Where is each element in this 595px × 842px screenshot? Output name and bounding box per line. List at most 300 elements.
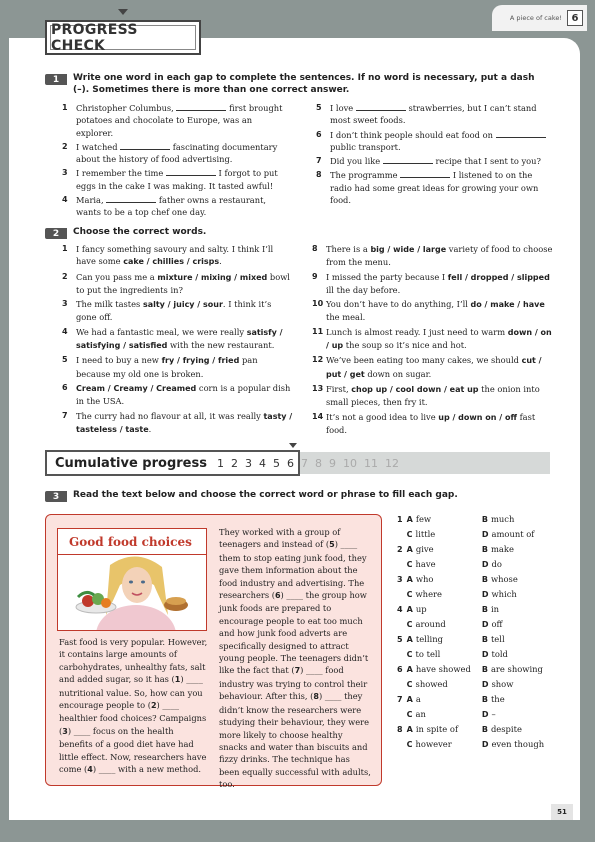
item-number: 10 <box>312 299 324 309</box>
option-letter: B <box>481 725 488 734</box>
exercise-1-left-items <box>62 102 290 221</box>
word-choices[interactable]: cake / chillies / crisps <box>123 257 220 267</box>
option-letter: A <box>406 635 413 644</box>
answer-options <box>397 512 557 752</box>
item-text-before: I need to buy a new <box>76 355 162 366</box>
item-number: 9 <box>312 271 318 281</box>
option-b-text: tell <box>490 634 505 644</box>
item-number: 7 <box>62 410 68 420</box>
option-letter: D <box>481 560 489 569</box>
item-number: 8 <box>316 170 322 180</box>
option-row <box>397 737 557 752</box>
exercise-2-item <box>62 410 294 437</box>
unit-progress-number: 7 <box>300 456 308 470</box>
option-question-number: 4 <box>397 605 403 614</box>
option-letter: B <box>481 545 488 554</box>
option-spacer <box>397 617 407 632</box>
item-text-after: the soup so it’s nice and hot. <box>343 340 467 351</box>
option-spacer <box>397 557 407 572</box>
item-text <box>76 102 290 139</box>
option-b[interactable] <box>482 662 557 677</box>
option-b-text: in <box>490 604 500 614</box>
option-d[interactable] <box>482 617 557 632</box>
item-text-after: down on sugar. <box>364 368 432 379</box>
option-row <box>397 677 557 692</box>
answer-gap-input[interactable] <box>120 142 170 150</box>
answer-gap-input[interactable] <box>106 195 156 203</box>
option-c[interactable] <box>407 647 482 662</box>
option-a-text: up <box>415 604 427 614</box>
option-letter: C <box>406 620 413 629</box>
item-text-before: I remember the time <box>76 168 166 179</box>
unit-progress-number: 3 <box>244 456 252 470</box>
item-text <box>326 271 556 297</box>
exercise-2-item <box>312 354 556 381</box>
option-b-text: are showing <box>490 664 543 674</box>
item-number: 6 <box>62 382 68 392</box>
option-row <box>397 632 557 647</box>
exercise-2-item <box>312 326 556 353</box>
item-text-after: with the new restaurant. <box>167 340 275 351</box>
word-choices[interactable]: tasty / tasteless / taste <box>76 411 293 434</box>
word-choices[interactable]: Cream / Creamy / Creamed <box>76 383 197 393</box>
item-text-before: I fancy something savoury and salty. I think I’ll have some <box>76 244 274 267</box>
exercise-2-instruction: Choose the correct words. <box>73 227 207 237</box>
unit-number: 6 <box>567 10 583 26</box>
word-choices[interactable]: down / on / up <box>326 327 552 351</box>
item-text <box>326 326 556 353</box>
unit-progress-number: 8 <box>314 456 322 470</box>
item-text-after: strawberries, but I can’t stand most sweet foods. <box>330 103 537 126</box>
option-letter: D <box>481 680 489 689</box>
item-text-after: . I think it’s gone off. <box>76 299 272 323</box>
item-text-after: bowl to put the ingredients in? <box>76 271 290 295</box>
option-letter: C <box>406 710 413 719</box>
item-text-after: ill the day before. <box>326 284 401 295</box>
option-a[interactable] <box>407 692 482 707</box>
word-choices[interactable]: salty / juicy / sour <box>142 300 223 310</box>
article-text: Fast food is very popular. However, it contains large amounts of carbohydrates, unhealthy fats, salt and added sugar, so it has ( <box>59 637 208 685</box>
item-number: 3 <box>62 299 68 309</box>
option-letter: A <box>406 605 413 614</box>
item-text-before: I watched <box>76 141 121 152</box>
item-text <box>76 382 294 408</box>
item-text <box>76 354 294 380</box>
option-question-number: 6 <box>397 665 403 674</box>
word-choices[interactable]: big / wide / large <box>370 245 447 254</box>
answer-gap-input[interactable] <box>356 103 406 111</box>
item-text-before: The programme <box>330 170 401 181</box>
option-row <box>397 587 557 602</box>
article-text: ) ____ food industry was trying to control their behaviour. After this, ( <box>219 665 368 702</box>
option-c-text: an <box>415 709 426 719</box>
option-spacer <box>397 737 407 752</box>
option-b[interactable] <box>482 602 557 617</box>
option-d[interactable] <box>482 677 557 692</box>
option-row <box>397 602 557 617</box>
option-row <box>397 512 557 527</box>
unit-progress-number: 6 <box>286 456 294 470</box>
item-text <box>76 167 290 192</box>
option-b[interactable] <box>482 722 557 737</box>
unit-progress-number: 4 <box>258 456 266 470</box>
answer-gap-input[interactable] <box>166 168 216 176</box>
option-spacer <box>397 527 407 542</box>
option-a-text: have showed <box>415 664 471 674</box>
option-c-text: have <box>415 559 436 569</box>
option-letter: A <box>406 725 413 734</box>
gap-number: 4 <box>87 765 93 775</box>
word-choices[interactable]: fry / frying / fried <box>161 356 240 366</box>
option-letter: C <box>406 590 413 599</box>
item-number: 11 <box>312 326 324 336</box>
exercise-3-instruction: Read the text below and choose the correct word or phrase to fill each gap. <box>73 490 458 500</box>
option-letter: A <box>406 695 413 704</box>
option-row <box>397 662 557 677</box>
article-text: ) ____ nutritional value. So, how can you encourage people to ( <box>59 674 203 711</box>
exercise-2-right-items <box>312 243 556 438</box>
option-row <box>397 617 557 632</box>
item-text-before: I love <box>330 103 356 113</box>
option-letter: C <box>406 530 413 539</box>
item-text-before: Did you like <box>330 156 383 167</box>
word-choices[interactable]: mixture / mixing / mixed <box>157 272 268 282</box>
article-text: ) ____ focus on the health benefits of a good diet have had little effect. Now, researchers have come ( <box>59 725 207 775</box>
exercise-1-heading <box>45 73 545 96</box>
gap-number: 6 <box>274 591 281 601</box>
option-letter: C <box>406 560 413 569</box>
article-left-column <box>59 636 209 776</box>
option-spacer <box>397 677 407 692</box>
item-number: 3 <box>62 168 68 178</box>
option-row <box>397 722 557 737</box>
item-text-before: I don’t think people should eat food on <box>330 129 496 140</box>
option-b-text: whose <box>490 574 518 584</box>
item-text <box>76 271 294 297</box>
article-text: ) ____ healthier food choices? Campaigns ( <box>59 700 207 736</box>
option-d-text: which <box>491 589 517 599</box>
option-letter: C <box>406 740 413 749</box>
item-text-after: pan because my old one is broken. <box>76 355 258 379</box>
option-a[interactable] <box>407 632 482 647</box>
article-title: Good food choices <box>57 528 207 555</box>
progress-marker-icon <box>289 443 297 448</box>
option-row <box>397 557 557 572</box>
item-text-after: public transport. <box>330 141 401 152</box>
unit-progress-number: 10 <box>342 456 357 470</box>
option-letter: C <box>406 680 413 689</box>
article-right-column <box>219 526 371 791</box>
option-letter: D <box>481 620 489 629</box>
option-a-text: who <box>415 574 434 584</box>
page-number: 51 <box>551 804 573 820</box>
exercise-1-item <box>62 194 290 219</box>
item-text <box>326 383 556 409</box>
item-text <box>330 155 554 167</box>
word-choices[interactable]: fell / dropped / slipped <box>447 272 550 282</box>
item-text <box>76 194 290 219</box>
item-text-before: We had a fantastic meal, we were really <box>76 326 247 337</box>
exercise-2-heading <box>45 227 545 239</box>
gap-number: 3 <box>62 726 68 736</box>
option-d-text: – <box>491 709 496 719</box>
gap-number: 7 <box>294 666 301 676</box>
option-c-text: where <box>415 589 442 599</box>
item-text-after: fast food. <box>326 411 536 435</box>
item-number: 1 <box>62 103 68 112</box>
option-letter: B <box>481 605 488 614</box>
item-text <box>330 129 554 154</box>
exercise-2-item <box>62 326 294 353</box>
exercise-2-item <box>62 354 294 380</box>
item-text-after: I forgot to put eggs in the cake I was making. It tasted awful! <box>76 168 278 191</box>
option-d-text: off <box>491 619 503 629</box>
option-question-number: 2 <box>397 545 403 554</box>
item-number: 6 <box>316 129 322 139</box>
option-c[interactable] <box>407 677 482 692</box>
item-text-after: I listened to on the radio had some great ideas for growing your own food. <box>330 170 539 206</box>
option-d[interactable] <box>482 527 557 542</box>
option-a[interactable] <box>407 602 482 617</box>
option-c[interactable] <box>407 587 482 602</box>
option-c-text: showed <box>415 679 448 689</box>
exercise-2-item <box>62 382 294 408</box>
item-text-after: father owns a restaurant, wants to be a top chef one day. <box>76 195 267 218</box>
exercise-2-item <box>62 271 294 297</box>
exercise-1-item <box>316 102 554 127</box>
option-d-text: do <box>491 559 502 569</box>
unit-progress-number: 9 <box>328 456 336 470</box>
option-c[interactable] <box>407 527 482 542</box>
exercise-2-item <box>62 298 294 324</box>
cumulative-progress-title: Cumulative progress <box>55 455 207 471</box>
option-c[interactable] <box>407 557 482 572</box>
item-number: 7 <box>316 156 322 166</box>
page-title: PROGRESS CHECK <box>50 25 196 50</box>
exercise-1-item <box>62 102 290 139</box>
gap-number: 2 <box>150 701 157 711</box>
option-a[interactable] <box>407 572 482 587</box>
option-c[interactable] <box>407 617 482 632</box>
option-letter: A <box>406 545 413 554</box>
option-question-number: 1 <box>397 515 403 524</box>
exercise-2-item <box>312 243 556 269</box>
word-choices[interactable]: chop up / cool down / eat up <box>351 384 479 394</box>
item-text-after: corn is a popular dish in the USA. <box>76 382 291 407</box>
unit-progress-number: 1 <box>216 456 224 470</box>
option-letter: A <box>406 515 413 524</box>
cumulative-progress-bar <box>45 452 550 474</box>
option-row <box>397 542 557 557</box>
exercise-1-item <box>62 141 290 166</box>
gap-number: 5 <box>329 540 335 550</box>
item-text-before: It’s not a good idea to live <box>326 411 439 422</box>
exercise-2-item <box>62 243 294 269</box>
item-text-after: variety of food to choose from the menu. <box>326 244 553 268</box>
option-d[interactable] <box>482 707 557 722</box>
item-number: 8 <box>312 244 318 253</box>
word-choices[interactable]: do / make / have <box>470 300 545 310</box>
option-letter: D <box>481 530 489 539</box>
option-b-text: despite <box>490 724 522 734</box>
item-text-before: Maria, <box>76 195 107 206</box>
item-text-before: The curry had no flavour at all, it was really <box>76 410 264 421</box>
exercise-2-left-items <box>62 243 294 438</box>
item-number: 14 <box>312 411 324 421</box>
option-c-text: little <box>415 529 436 539</box>
option-letter: D <box>481 590 489 599</box>
option-a-text: few <box>415 514 432 524</box>
option-letter: B <box>481 695 488 704</box>
option-a-text: a <box>415 694 421 704</box>
option-c[interactable] <box>407 737 482 752</box>
option-a[interactable] <box>407 542 482 557</box>
item-text-after: . <box>148 423 152 434</box>
option-spacer <box>397 707 407 722</box>
option-b-text: make <box>490 544 514 554</box>
marker-triangle-icon <box>118 9 128 15</box>
article-text: They worked with a group of teenagers and instead of ( <box>219 527 341 550</box>
option-letter: D <box>481 710 489 719</box>
exercise-1-right-items <box>316 102 554 208</box>
option-b[interactable] <box>482 512 557 527</box>
word-choices[interactable]: satisfy / satisfying / satisfied <box>76 327 283 351</box>
option-a[interactable] <box>407 662 482 677</box>
answer-gap-input[interactable] <box>176 103 226 111</box>
unit-tag <box>492 5 587 31</box>
item-text-after: the onion into small pieces, then fry it. <box>326 383 540 408</box>
item-text-before: There is a <box>326 244 371 254</box>
option-d[interactable] <box>482 647 557 662</box>
answer-gap-input[interactable] <box>496 130 546 138</box>
option-b-text: the <box>490 694 505 704</box>
article-text: ) ____ they didn’t know the researchers were studying their behaviour, they were more likely to choose healthy snacks and water than biscuits and fizzy drinks. The technique has been equally successful with adults, too. <box>219 691 371 790</box>
option-c-text: to tell <box>415 649 441 659</box>
item-number: 5 <box>62 355 68 365</box>
item-text <box>326 354 556 381</box>
exercise-2-item <box>312 271 556 297</box>
option-d-text: even though <box>491 739 545 749</box>
option-d[interactable] <box>482 737 557 752</box>
page-title-box <box>45 20 201 55</box>
exercise-1-number: 1 <box>45 74 67 85</box>
item-text <box>76 298 294 324</box>
option-letter: A <box>406 665 413 674</box>
option-letter: B <box>481 575 488 584</box>
option-d[interactable] <box>482 557 557 572</box>
item-text-before: We’ve been eating too many cakes, we should <box>326 355 522 366</box>
option-row <box>397 692 557 707</box>
option-row <box>397 527 557 542</box>
item-number: 2 <box>62 141 68 151</box>
option-letter: D <box>481 740 489 749</box>
exercise-2-number: 2 <box>45 228 67 239</box>
option-b[interactable] <box>482 542 557 557</box>
girl-with-food-photo <box>57 554 207 631</box>
gap-number: 1 <box>174 675 181 685</box>
option-d-text: told <box>491 649 508 659</box>
option-letter: B <box>481 515 488 524</box>
option-spacer <box>397 647 407 662</box>
item-number: 13 <box>312 383 324 393</box>
exercise-2-item <box>312 298 556 324</box>
word-choices[interactable]: cut / put / get <box>326 356 542 379</box>
item-text <box>76 243 294 269</box>
option-letter: B <box>481 665 488 674</box>
unit-progress-number: 5 <box>272 456 280 470</box>
option-question-number: 8 <box>397 725 403 734</box>
answer-gap-input[interactable] <box>400 170 450 178</box>
unit-progress-number: 2 <box>230 456 238 470</box>
answer-gap-input[interactable] <box>383 156 433 164</box>
option-letter: A <box>406 575 413 584</box>
cumulative-progress-numbers <box>217 457 399 470</box>
option-question-number: 7 <box>397 695 403 704</box>
item-number: 1 <box>62 244 68 253</box>
item-text-before: You don’t have to do anything, I’ll <box>326 299 471 310</box>
gap-number: 8 <box>313 692 319 702</box>
option-d[interactable] <box>482 587 557 602</box>
item-text-after: . <box>219 256 222 267</box>
option-a-text: give <box>415 544 434 554</box>
option-c-text: around <box>415 619 446 629</box>
item-text-before: First, <box>326 383 352 394</box>
exercise-3-heading <box>45 490 545 502</box>
item-number: 5 <box>316 103 322 112</box>
option-d-text: amount of <box>491 529 535 539</box>
option-b[interactable] <box>482 632 557 647</box>
option-question-number: 5 <box>397 635 403 644</box>
item-text <box>330 169 554 206</box>
option-row <box>397 572 557 587</box>
exercise-1-item <box>316 129 554 154</box>
word-choices[interactable]: up / down on / off <box>438 412 517 422</box>
item-text <box>76 410 294 437</box>
exercise-1-item <box>316 155 554 167</box>
exercise-2-item <box>312 383 556 409</box>
option-letter: C <box>406 650 413 659</box>
option-d-text: show <box>491 679 514 689</box>
option-question-number: 3 <box>397 575 403 584</box>
item-text <box>76 326 294 353</box>
exercise-2-item <box>312 411 556 437</box>
item-text-after: recipe that I sent to you? <box>432 156 541 167</box>
option-a[interactable] <box>407 512 482 527</box>
option-a[interactable] <box>407 722 482 737</box>
item-text <box>326 298 556 324</box>
option-c[interactable] <box>407 707 482 722</box>
item-text-after: the meal. <box>326 312 366 323</box>
item-text <box>330 102 554 127</box>
option-b[interactable] <box>482 692 557 707</box>
option-letter: B <box>481 635 488 644</box>
item-text-after: fascinating documentary about the history of food advertising. <box>76 141 278 165</box>
option-row <box>397 647 557 662</box>
item-text <box>326 243 556 269</box>
item-number: 4 <box>62 326 68 336</box>
option-a-text: in spite of <box>415 724 459 734</box>
unit-tag-text: A piece of cake! <box>509 14 562 22</box>
unit-progress-number: 12 <box>384 456 399 470</box>
item-number: 2 <box>62 271 68 281</box>
item-text-after: first brought potatoes and chocolate to Europe, was an explorer. <box>76 103 283 138</box>
exercise-1-instruction: Write one word in each gap to complete the sentences. If no word is necessary, put a dash (–). Sometimes there is more than one correct answer. <box>73 73 535 95</box>
item-text <box>326 411 556 437</box>
option-c-text: however <box>415 739 452 749</box>
option-b[interactable] <box>482 572 557 587</box>
option-a-text: telling <box>415 634 443 644</box>
option-row <box>397 707 557 722</box>
